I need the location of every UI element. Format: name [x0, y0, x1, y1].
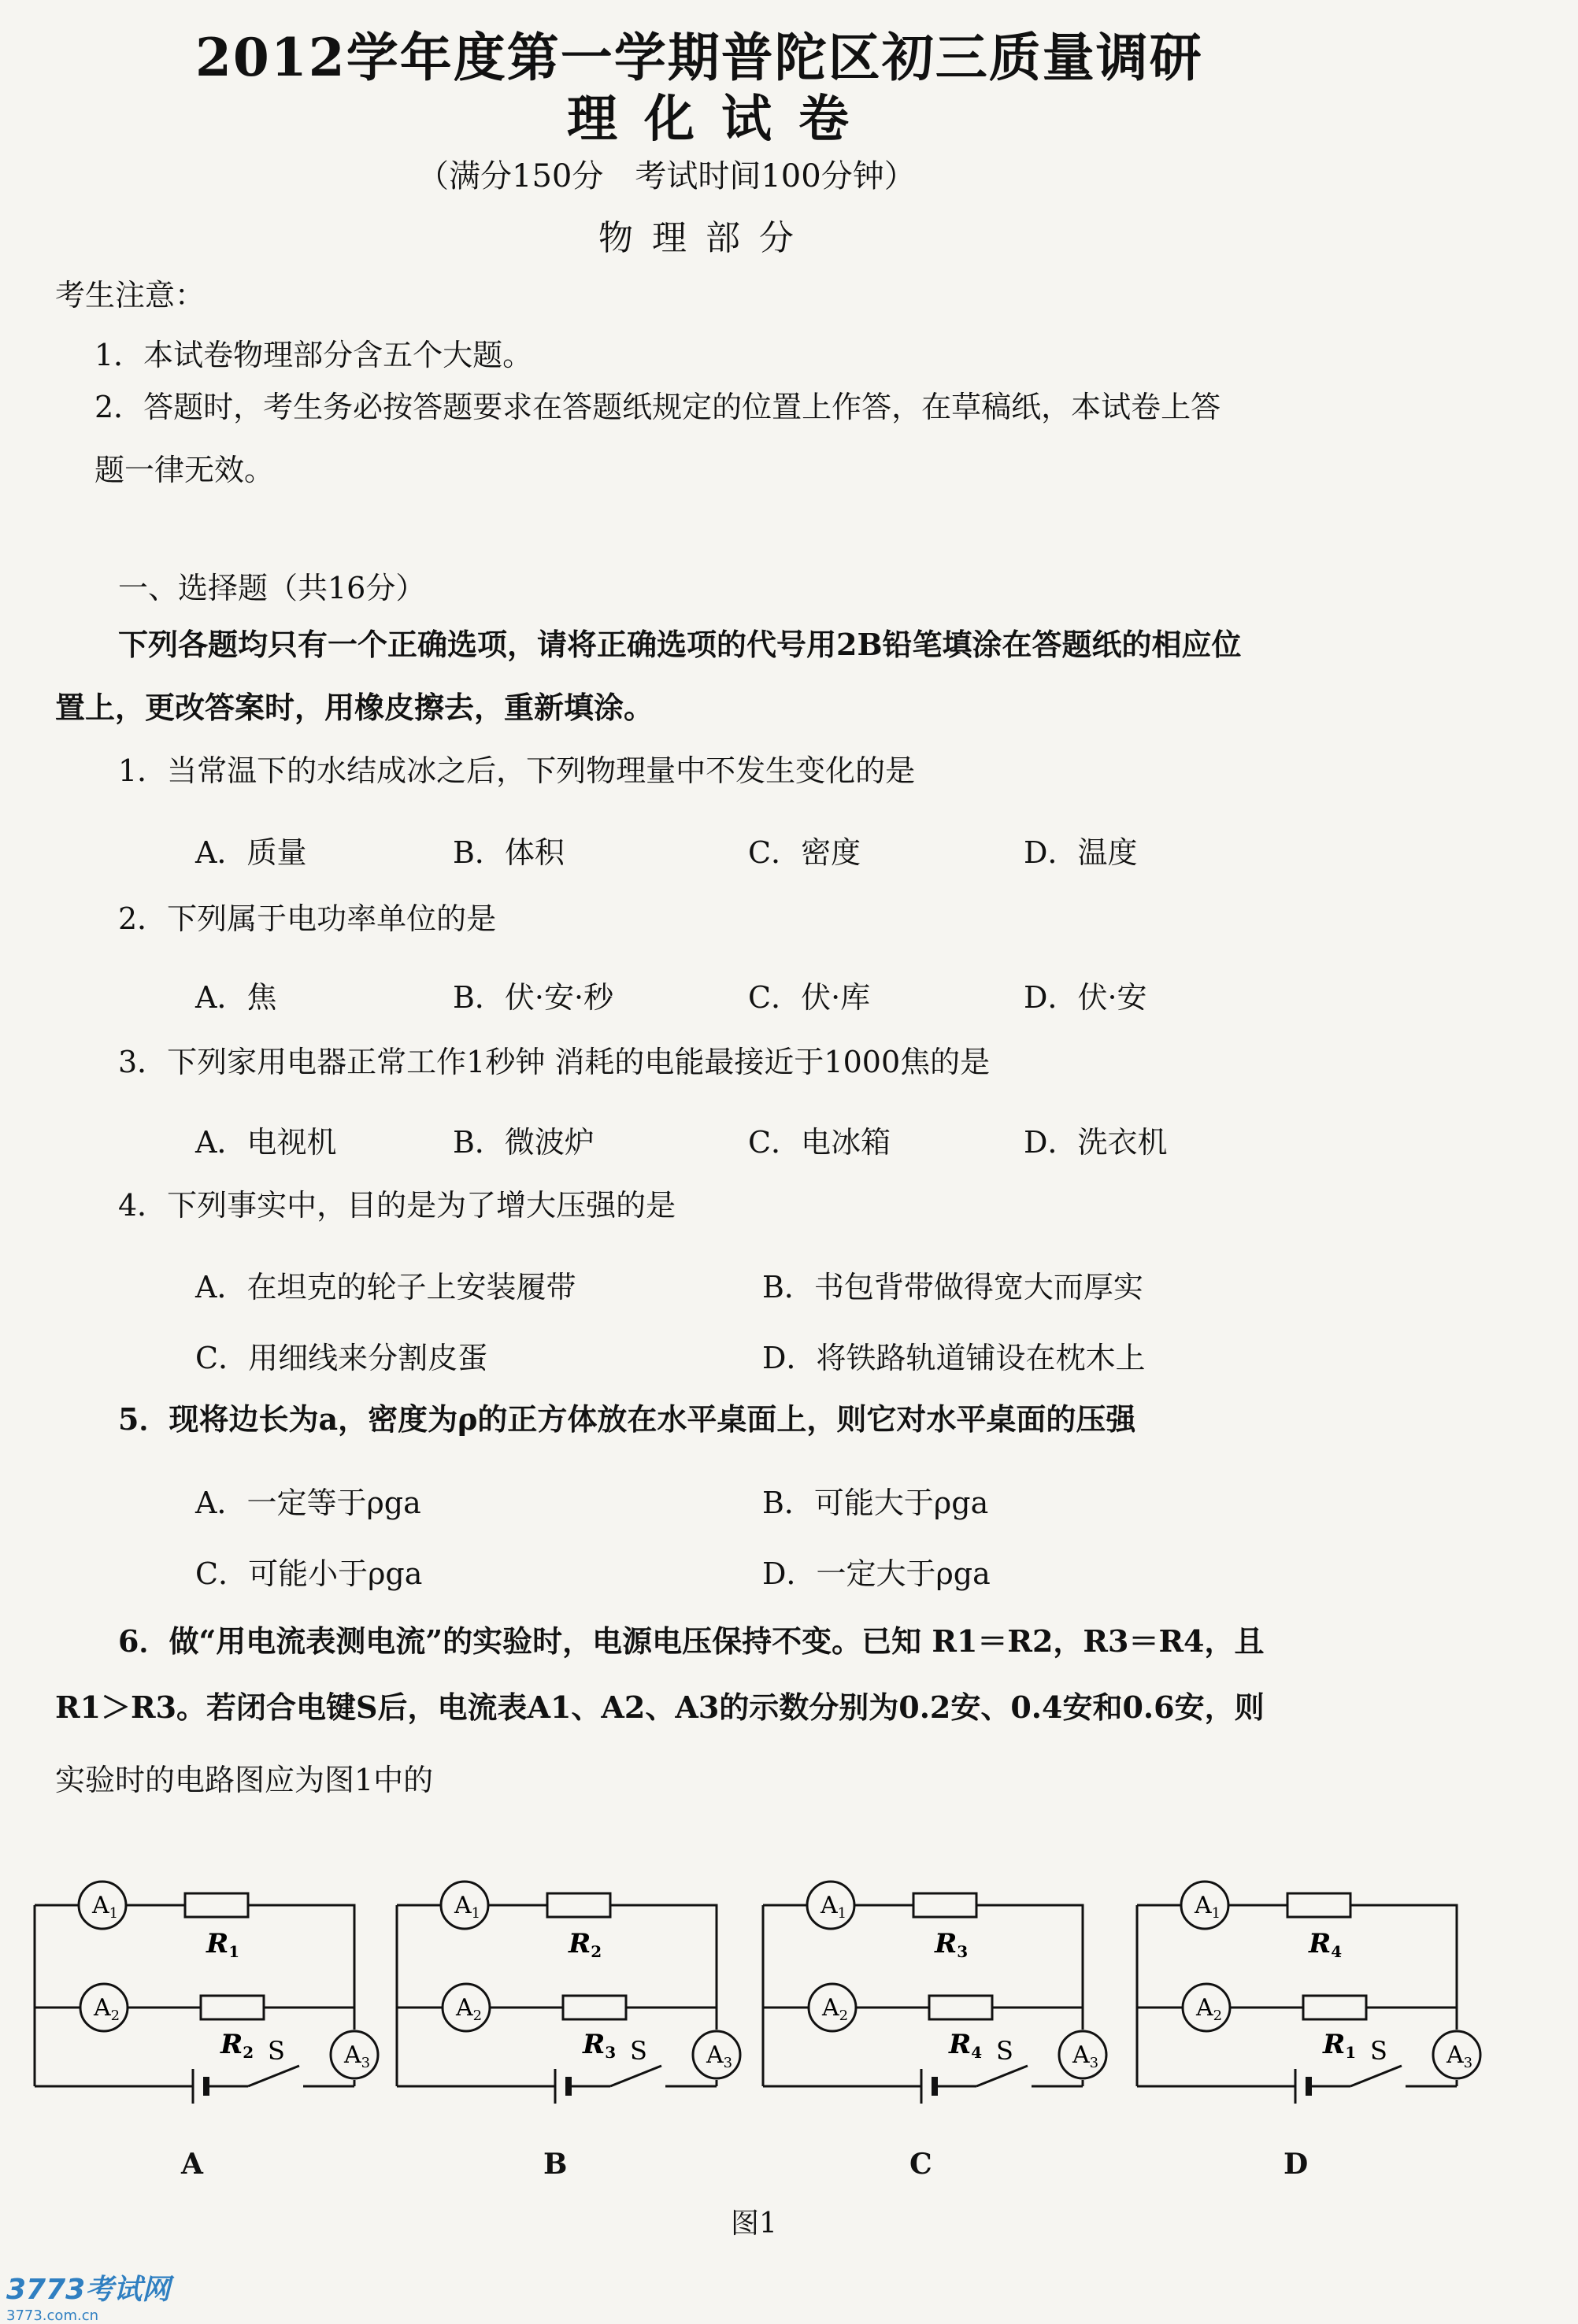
- circuit-label-a: A: [181, 2148, 203, 2181]
- q3-option-a: A．电视机: [195, 1125, 337, 1160]
- resistor-top: [547, 1893, 610, 1917]
- q3-option-d: D．洗衣机: [1024, 1125, 1168, 1160]
- switch-label: S: [996, 2036, 1013, 2066]
- ammeter-a2: [443, 1984, 490, 2031]
- svg-text:A2: $A_2$: [822, 1994, 849, 2024]
- q4-option-a: A．在坦克的轮子上安装履带: [195, 1270, 576, 1304]
- exam-meta: （满分150分 考试时间100分钟）: [417, 158, 916, 194]
- switch-blade: [248, 2066, 299, 2086]
- svg-text:A3: $A_3$: [344, 2041, 371, 2071]
- resistor-label: R1: [1323, 2029, 1357, 2062]
- resistor-bottom: [201, 1996, 264, 2019]
- q2-option-a: A．焦: [195, 980, 277, 1015]
- watermark-main: 3773考试网: [6, 2274, 171, 2306]
- svg-text:A1: $A_1$: [92, 1892, 119, 1922]
- circuit-d: [1134, 1858, 1473, 2086]
- q5-option-c: C．可能小于ρga: [195, 1556, 423, 1591]
- switch-blade: [1350, 2066, 1402, 2086]
- svg-text:A2: $A_2$: [94, 1994, 120, 2024]
- q1-option-c: C．密度: [748, 835, 861, 870]
- resistor-label: R2: [220, 2029, 254, 2062]
- q6-line-1: 6．做“用电流表测电流”的实验时，电源电压保持不变。已知 R1＝R2，R3＝R4，且: [118, 1623, 1265, 1659]
- ammeter-a3: [331, 2031, 378, 2078]
- q6-line-3: 实验时的电路图应为图1中的: [55, 1763, 434, 1797]
- resistor-bottom: [929, 1996, 992, 2019]
- svg-text:A1: $A_1$: [1195, 1892, 1221, 1922]
- ammeter-a1: [807, 1882, 854, 1929]
- resistor-label: R1: [206, 1928, 240, 1961]
- circuit-label-b: B: [543, 2148, 568, 2181]
- part1-heading: 一、选择题（共16分）: [118, 571, 426, 605]
- resistor-label: R4: [1309, 1928, 1343, 1961]
- q2-option-b: B．伏·安·秒: [453, 980, 614, 1015]
- resistor-top: [913, 1893, 976, 1917]
- q1-stem: 1．当常温下的水结成冰之后，下列物理量中不发生变化的是: [118, 753, 916, 788]
- circuit-label-d: D: [1284, 2148, 1309, 2181]
- q1-option-d: D．温度: [1024, 835, 1138, 870]
- exam-subtitle: 理化试卷: [567, 90, 876, 149]
- resistor-bottom: [563, 1996, 626, 2019]
- part1-instruction-line-1: 下列各题均只有一个正确选项，请将正确选项的代号用2B铅笔填涂在答题纸的相应位: [118, 627, 1242, 662]
- switch-label: S: [630, 2036, 647, 2066]
- q1-option-b: B．体积: [453, 835, 565, 870]
- q5-option-d: D．一定大于ρga: [762, 1556, 991, 1591]
- q3-option-b: B．微波炉: [453, 1125, 595, 1160]
- q4-stem: 4．下列事实中，目的是为了增大压强的是: [118, 1188, 676, 1223]
- svg-text:A1: $A_1$: [454, 1892, 481, 1922]
- notice-item-2-line-2: 题一律无效。: [94, 453, 275, 487]
- q6-line-2: R1＞R3。若闭合电键S后，电流表A1、A2、A3的示数分别为0.2安、0.4安和0.6安，则: [55, 1689, 1265, 1725]
- svg-text:A2: $A_2$: [456, 1994, 483, 2024]
- q2-option-c: C．伏·库: [748, 980, 871, 1015]
- resistor-top: [1287, 1893, 1350, 1917]
- watermark-sub: 3773.com.cn: [6, 2307, 98, 2324]
- svg-text:A3: $A_3$: [706, 2041, 733, 2071]
- ammeter-a1: [441, 1882, 488, 1929]
- figure-caption: 图1: [731, 2207, 777, 2240]
- resistor-label: R3: [583, 2029, 617, 2062]
- svg-text:A2: $A_2$: [1196, 1994, 1223, 2024]
- ammeter-a1: [1181, 1882, 1228, 1929]
- ammeter-a2: [1183, 1984, 1230, 2031]
- ammeter-a2: [80, 1984, 128, 2031]
- ammeter-a3: [1059, 2031, 1106, 2078]
- svg-text:A1: $A_1$: [820, 1892, 847, 1922]
- switch-blade: [976, 2066, 1028, 2086]
- ammeter-a2: [809, 1984, 856, 2031]
- q3-option-c: C．电冰箱: [748, 1125, 891, 1160]
- svg-text:A3: $A_3$: [1072, 2041, 1099, 2071]
- circuit-label-c: C: [909, 2148, 932, 2181]
- part1-instruction-line-2: 置上，更改答案时，用橡皮擦去，重新填涂。: [55, 690, 654, 725]
- resistor-label: R3: [935, 1928, 969, 1961]
- watermark: [6, 2267, 170, 2324]
- notice-item-1: 1．本试卷物理部分含五个大题。: [94, 338, 533, 372]
- q5-option-b: B．可能大于ρga: [762, 1486, 989, 1520]
- switch-label: S: [1370, 2036, 1387, 2066]
- q2-option-d: D．伏·安: [1024, 980, 1147, 1015]
- switch-label: S: [268, 2036, 285, 2066]
- ammeter-a3: [693, 2031, 740, 2078]
- circuit-a: [31, 1858, 371, 2086]
- notice-item-2-line-1: 2．答题时，考生务必按答题要求在答题纸规定的位置上作答，在草稿纸，本试卷上答: [94, 390, 1221, 424]
- q3-stem: 3．下列家用电器正常工作1秒钟 消耗的电能最接近于1000焦的是: [118, 1045, 991, 1079]
- resistor-label: R2: [569, 1928, 602, 1961]
- ammeter-a1: [79, 1882, 126, 1929]
- circuit-b: [394, 1858, 733, 2086]
- q5-stem: 5．现将边长为a，密度为ρ的正方体放在水平桌面上，则它对水平桌面的压强: [118, 1401, 1136, 1437]
- switch-blade: [610, 2066, 661, 2086]
- q5-option-a: A．一定等于ρga: [195, 1486, 421, 1520]
- svg-text:A3: $A_3$: [1446, 2041, 1473, 2071]
- notice-heading: 考生注意：: [55, 278, 206, 313]
- q4-option-b: B．书包背带做得宽大而厚实: [762, 1270, 1143, 1304]
- q4-option-c: C．用细线来分割皮蛋: [195, 1341, 488, 1375]
- resistor-label: R4: [949, 2029, 983, 2062]
- q1-option-a: A．质量: [195, 835, 307, 870]
- resistor-bottom: [1303, 1996, 1366, 2019]
- circuit-c: [760, 1858, 1099, 2086]
- q4-option-d: D．将铁路轨道铺设在枕木上: [762, 1341, 1146, 1375]
- resistor-top: [185, 1893, 248, 1917]
- exam-title: 2012学年度第一学期普陀区初三质量调研: [195, 27, 1203, 88]
- q2-stem: 2．下列属于电功率单位的是: [118, 901, 497, 936]
- section-title: 物理部分: [598, 218, 813, 258]
- ammeter-a3: [1433, 2031, 1480, 2078]
